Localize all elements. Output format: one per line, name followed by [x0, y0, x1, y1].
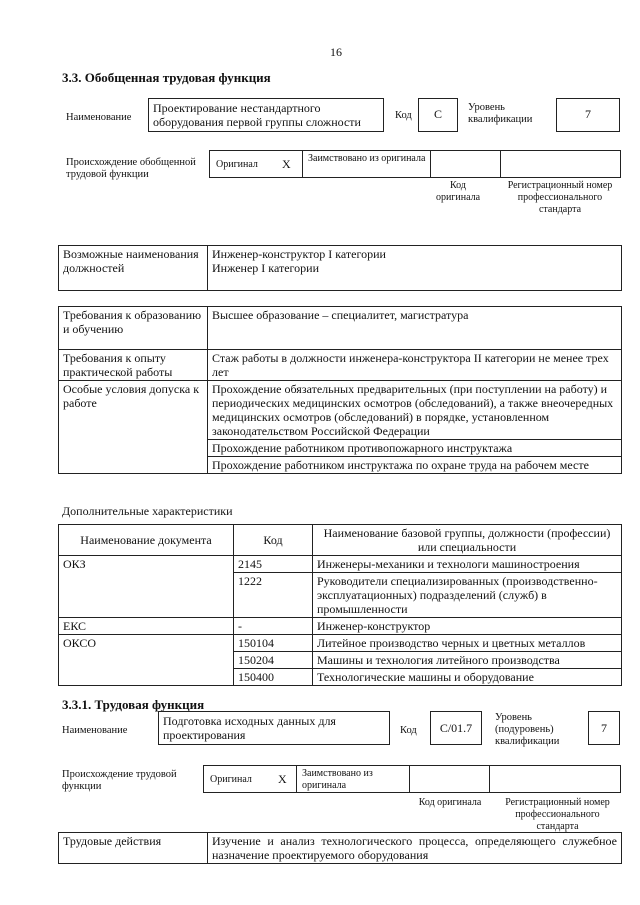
- code-cell: 150204: [234, 652, 313, 669]
- extra-title: Дополнительные характеристики: [62, 504, 233, 518]
- name-cell: Технологические машины и оборудование: [313, 669, 622, 686]
- cond-label: Особые условия допуска к работе: [59, 381, 208, 474]
- tf-code-label: Код: [400, 725, 417, 736]
- code-cell: -: [234, 618, 313, 635]
- tf-original-label: Оригинал: [210, 774, 252, 785]
- tf-name-value: Подготовка исходных данных для проектирования: [158, 711, 390, 745]
- tf-origin-label: Происхождение трудовой функции: [62, 769, 177, 792]
- positions-list: [208, 246, 622, 291]
- tf-level-label: Уровень (подуровень) квалификации: [495, 712, 560, 747]
- doc-cell: ЕКС: [59, 618, 234, 635]
- code-label: Код: [395, 110, 412, 121]
- position-item: Инженер I категории: [212, 261, 319, 275]
- tf-level-value: 7: [588, 711, 620, 745]
- col-name: Наименование базовой группы, должности (профессии) или специальности: [313, 525, 622, 556]
- actions-value: Изучение и анализ технологического процесса, определяющего служебное назначение проектируемого оборудования: [208, 833, 622, 864]
- positions-label: Возможные наименования должностей: [59, 246, 208, 291]
- original-label: Оригинал: [216, 159, 258, 170]
- section-heading: 3.3. Обобщенная трудовая функция: [62, 70, 271, 85]
- cond-item: Прохождение работником инструктажа по охране труда на рабочем месте: [208, 457, 622, 474]
- doc-cell: ОКЗ: [59, 556, 234, 618]
- tf-original-mark: X: [278, 772, 287, 786]
- code-value: C: [418, 98, 458, 132]
- exp-value: Стаж работы в должности инженера-конструктора II категории не менее трех лет: [208, 350, 622, 381]
- edu-value: Высшее образование – специалитет, магистратура: [208, 307, 622, 350]
- actions-table: [58, 832, 622, 864]
- code-cell: 150400: [234, 669, 313, 686]
- edu-label: Требования к образованию и обучению: [59, 307, 208, 350]
- tf-code-value: C/01.7: [430, 711, 482, 745]
- extra-table: [58, 524, 622, 686]
- col-code: Код: [234, 525, 313, 556]
- code-cell: 150104: [234, 635, 313, 652]
- name-cell: Машины и технология литейного производства: [313, 652, 622, 669]
- name-cell: Инженер-конструктор: [313, 618, 622, 635]
- doc-cell: ОКСО: [59, 635, 234, 686]
- code-cell: 2145: [234, 556, 313, 573]
- origin-label: Происхождение обобщенной трудовой функции: [66, 157, 196, 180]
- cond-item: Прохождение обязательных предварительных (при поступлении на работу) и периодических медицинских осмотров (обследований), а также внеочередных медицинских осмотров (обследований) в порядке, установленном законодательством Российской Федерации: [208, 381, 622, 440]
- original-mark: X: [282, 157, 291, 171]
- tf-code-orig-caption: Код оригинала: [418, 797, 482, 808]
- name-cell: Инженеры-механики и технологи машиностроения: [313, 556, 622, 573]
- name-label: Наименование: [66, 112, 132, 123]
- positions-table: [58, 245, 622, 291]
- cond-item: Прохождение работником противопожарного инструктажа: [208, 440, 622, 457]
- name-cell: Литейное производство черных и цветных металлов: [313, 635, 622, 652]
- position-item: Инженер-конструктор I категории: [212, 247, 386, 261]
- tf-name-label: Наименование: [62, 725, 128, 736]
- requirements-table: [58, 306, 622, 474]
- tf-heading: 3.3.1. Трудовая функция: [62, 697, 205, 712]
- page-number: 16: [330, 45, 342, 59]
- reg-caption: Регистрационный номер профессионального стандарта: [507, 180, 613, 215]
- code-cell: 1222: [234, 573, 313, 618]
- tf-borrowed-label: Заимствовано из оригинала: [302, 768, 373, 791]
- tf-origin-box: [203, 765, 621, 793]
- name-cell: Руководители специализированных (производственно-эксплуатационных) подразделений (служб) в промышленности: [313, 573, 622, 618]
- name-value: Проектирование нестандартного оборудования первой группы сложности: [148, 98, 384, 132]
- level-value: 7: [556, 98, 620, 132]
- level-label: Уровень квалификации: [468, 102, 533, 125]
- borrowed-label: Заимствовано из оригинала: [308, 153, 426, 164]
- tf-reg-caption: Регистрационный номер профессионального стандарта: [505, 797, 610, 832]
- actions-label: Трудовые действия: [59, 833, 208, 864]
- origin-box: [209, 150, 621, 178]
- exp-label: Требования к опыту практической работы: [59, 350, 208, 381]
- col-doc: Наименование документа: [59, 525, 234, 556]
- code-orig-caption: Код оригинала: [435, 180, 481, 203]
